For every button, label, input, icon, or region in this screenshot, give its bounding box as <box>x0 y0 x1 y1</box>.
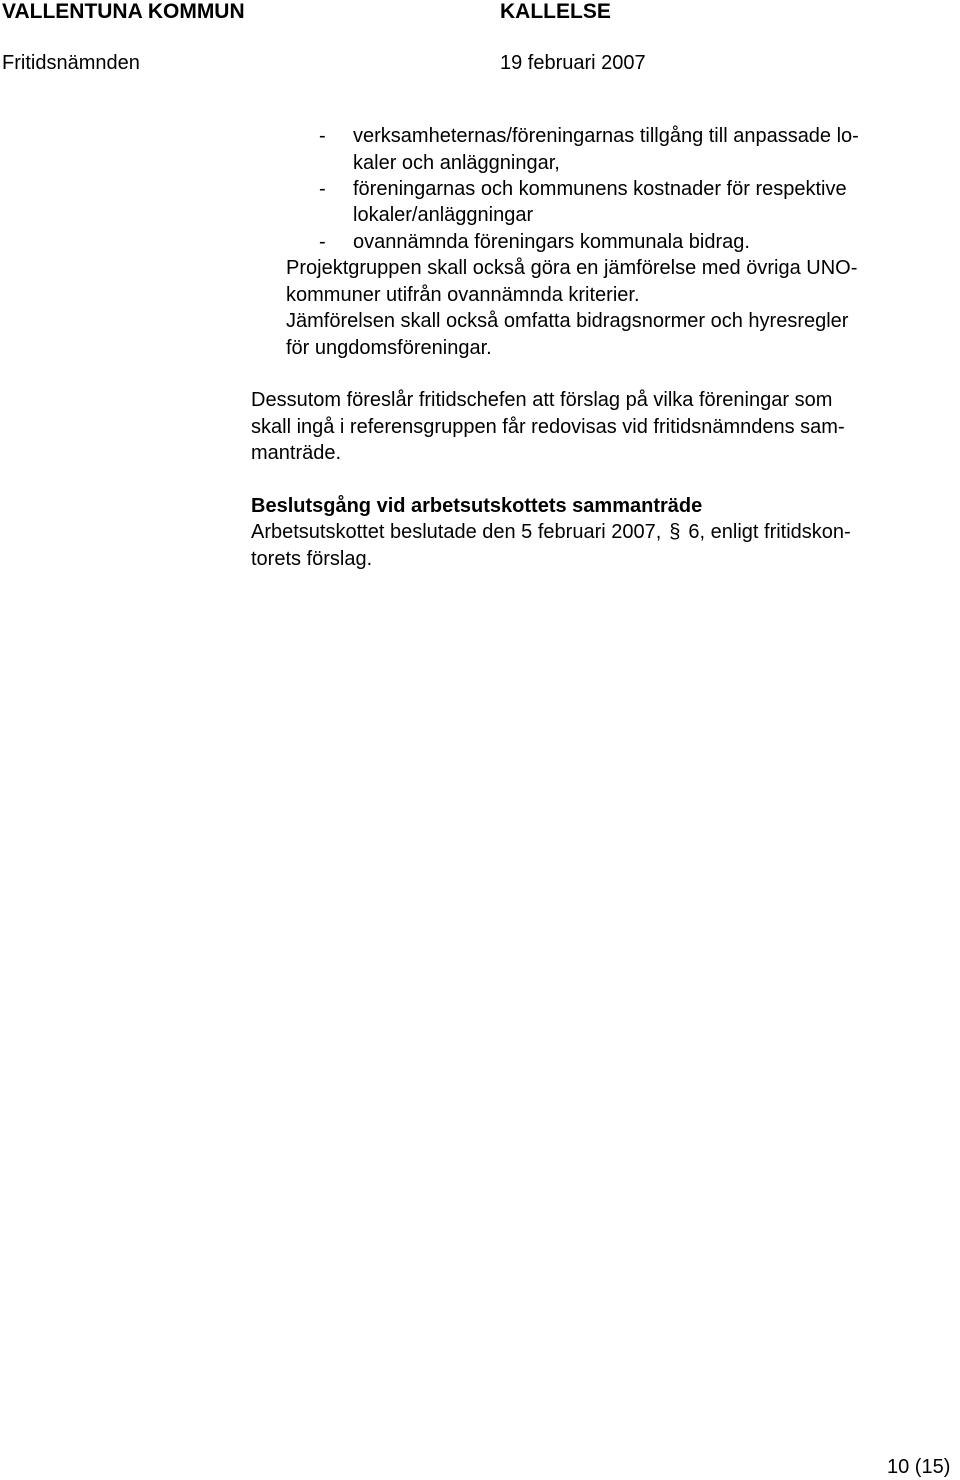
list-item-line: föreningarnas och kommunens kostnader för respektive <box>353 178 847 200</box>
meeting-date: 19 februari 2007 <box>500 52 646 74</box>
paragraph-line: kommuner utifrån ovannämnda kriterier. <box>286 284 640 306</box>
paragraph-line: Projektgruppen skall också göra en jämförelse med övriga UNO- <box>286 257 858 279</box>
section-line: torets förslag. <box>251 548 373 570</box>
list-marker: - <box>319 231 326 253</box>
paragraph-line: skall ingå i referensgruppen får redovisas vid fritidsnämndens sam- <box>251 416 845 438</box>
list-item-line: lokaler/anläggningar <box>353 204 534 226</box>
paragraph-line: manträde. <box>251 442 342 464</box>
paragraph-symbol: § <box>669 521 681 543</box>
list-item-line: ovannämnda föreningars kommunala bidrag. <box>353 231 750 253</box>
list-item-line: verksamheternas/föreningarnas tillgång till anpassade lo- <box>353 125 859 147</box>
section-text-end: 6, enligt fritidskon- <box>688 521 851 543</box>
page-number: 10 (15) <box>887 1456 951 1478</box>
section-line <box>251 519 851 546</box>
paragraph-line: Dessutom föreslår fritidschefen att förslag på vilka föreningar som <box>251 389 833 411</box>
paragraph-line: för ungdomsföreningar. <box>286 337 492 359</box>
organization-name: VALLENTUNA KOMMUN <box>2 0 245 23</box>
section-text-start: Arbetsutskottet beslutade den 5 februari 2007, <box>251 521 662 543</box>
section-heading: Beslutsgång vid arbetsutskottets sammanträde <box>251 495 703 517</box>
list-marker: - <box>319 125 326 147</box>
committee-name: Fritidsnämnden <box>2 52 140 74</box>
paragraph-line: Jämförelsen skall också omfatta bidragsnormer och hyresregler <box>286 310 849 332</box>
list-marker: - <box>319 178 326 200</box>
document-type: KALLELSE <box>500 0 611 23</box>
list-item-line: kaler och anläggningar, <box>353 152 560 174</box>
